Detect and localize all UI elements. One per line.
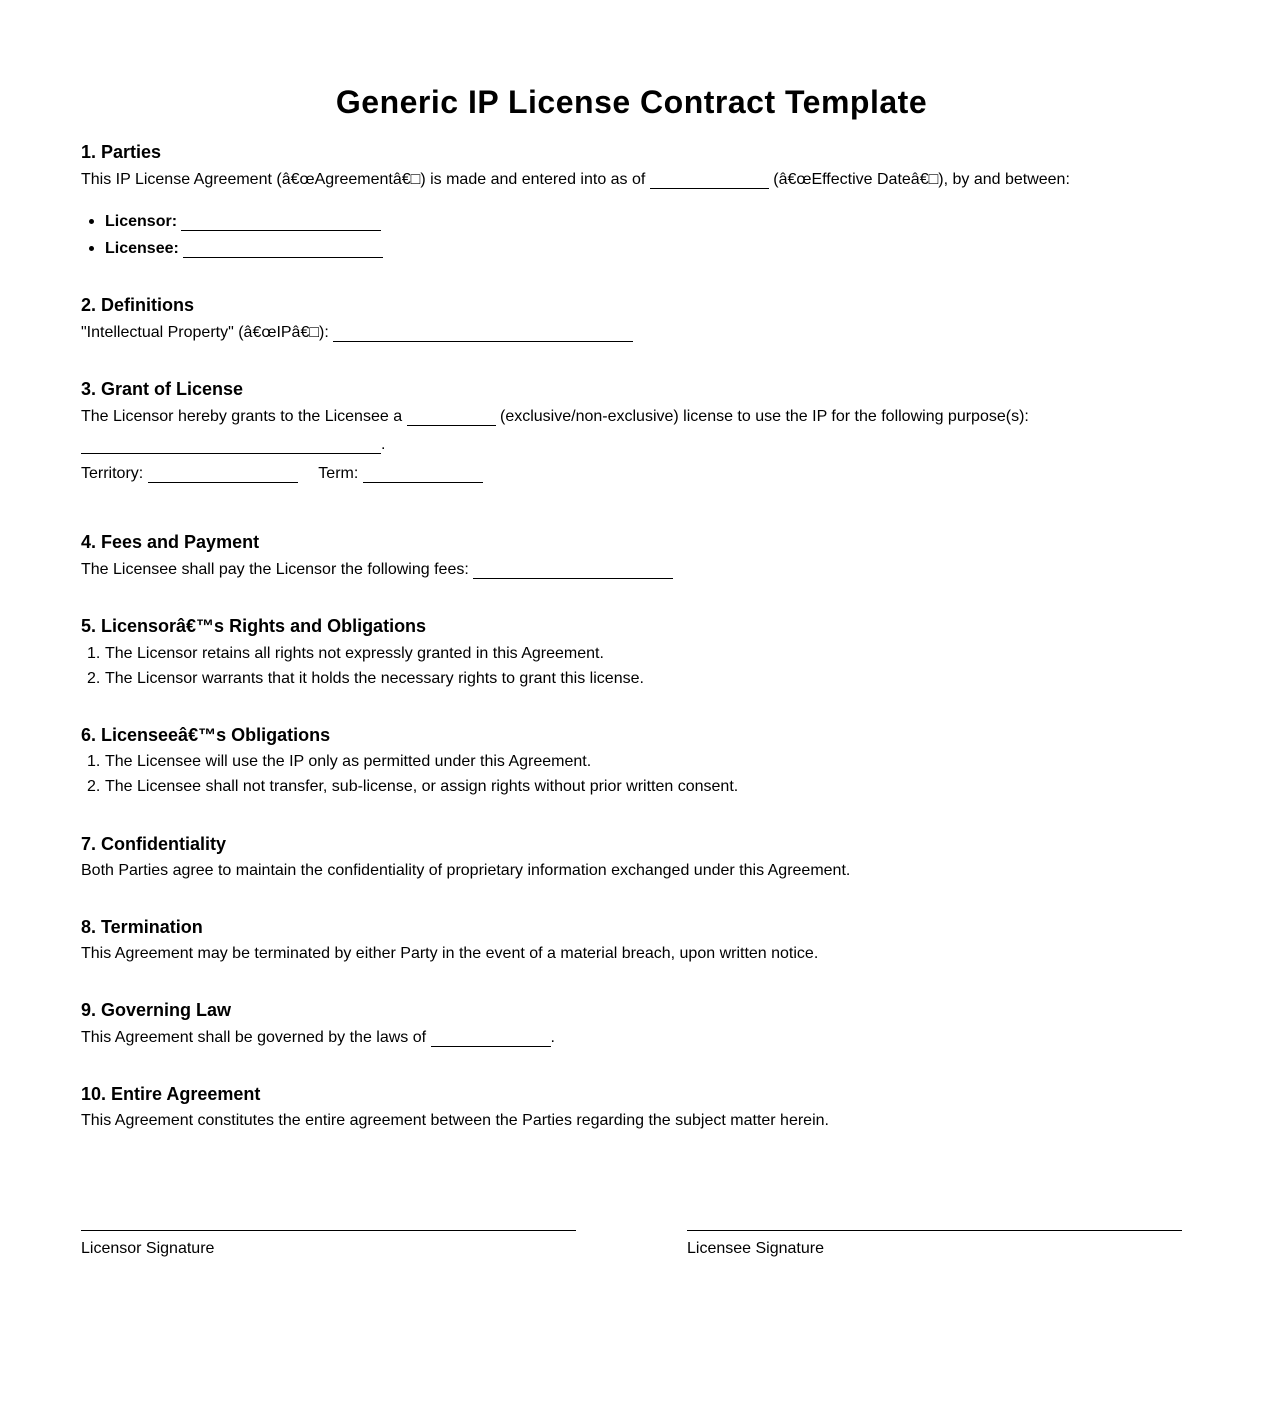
item-number: 2. — [87, 670, 101, 687]
purpose-period: . — [381, 436, 386, 453]
item-text: The Licensee shall not transfer, sub-license, or assign rights without prior written consent. — [105, 778, 739, 795]
fees-label: The Licensee shall pay the Licensor the following fees: — [81, 561, 469, 578]
section-licensee-obligations — [81, 724, 1182, 802]
ip-definition-label: "Intellectual Property" (â€œIPâ€□): — [81, 324, 329, 341]
term-field[interactable] — [363, 464, 483, 483]
list-item — [87, 752, 1182, 777]
purpose-line — [81, 435, 1182, 455]
territory-field[interactable] — [148, 464, 298, 483]
intro-text-before: This IP License Agreement (â€œAgreementâ€□) is made and entered into as of — [81, 171, 646, 188]
jurisdiction-field[interactable] — [431, 1028, 551, 1047]
section-heading: 4. Fees and Payment — [81, 532, 260, 552]
intro-text-after: (â€œEffective Dateâ€□), by and between: — [773, 171, 1070, 188]
item-text: The Licensee will use the IP only as permitted under this Agreement. — [105, 753, 592, 770]
license-type-field[interactable] — [407, 407, 496, 426]
territory-label: Territory: — [81, 465, 144, 482]
fees-text — [81, 560, 1182, 580]
licensor-name-field[interactable] — [181, 212, 381, 231]
licensor-signature-line[interactable] — [81, 1230, 576, 1231]
licensor-label: Licensor: — [105, 213, 178, 230]
confidentiality-text: Both Parties agree to maintain the confidentiality of proprietary information exchanged under this Agreement. — [81, 862, 851, 879]
purpose-field[interactable] — [81, 435, 381, 454]
governing-law-period: . — [550, 1029, 555, 1046]
section-heading: 7. Confidentiality — [81, 834, 227, 854]
licensor-signature-block — [81, 1230, 576, 1259]
governing-law-text — [81, 1028, 1182, 1048]
section-heading: 10. Entire Agreement — [81, 1084, 261, 1104]
licensor-rights-list — [81, 644, 1182, 694]
section-heading: 2. Definitions — [81, 295, 195, 315]
termination-text: This Agreement may be terminated by either Party in the event of a material breach, upon written notice. — [81, 945, 819, 962]
list-item-licensee — [105, 239, 1182, 266]
effective-date-field[interactable] — [650, 170, 769, 189]
section-heading: 6. Licenseeâ€™s Obligations — [81, 725, 331, 745]
section-licensor-rights — [81, 615, 1182, 694]
section-parties — [81, 141, 1182, 266]
licensor-signature-label: Licensor Signature — [81, 1240, 215, 1257]
item-number: 1. — [87, 645, 101, 662]
licensee-label: Licensee: — [105, 240, 179, 257]
territory-term-line — [81, 464, 1182, 484]
section-heading: 3. Grant of License — [81, 379, 244, 399]
grant-text — [81, 407, 1182, 427]
section-heading: 1. Parties — [81, 142, 162, 162]
licensee-signature-block — [687, 1230, 1182, 1259]
definition-ip — [81, 323, 1182, 343]
section-governing-law — [81, 999, 1182, 1048]
section-heading: 5. Licensorâ€™s Rights and Obligations — [81, 616, 427, 636]
item-number: 1. — [87, 753, 101, 770]
licensee-name-field[interactable] — [183, 239, 383, 258]
grant-text-before: The Licensor hereby grants to the Licensee a — [81, 408, 403, 425]
ip-definition-field[interactable] — [333, 323, 633, 342]
section-heading: 8. Termination — [81, 917, 203, 937]
term-label: Term: — [318, 465, 359, 482]
entire-agreement-text: This Agreement constitutes the entire agreement between the Parties regarding the subject matter herein. — [81, 1112, 829, 1129]
section-heading: 9. Governing Law — [81, 1000, 232, 1020]
licensee-obligations-list — [81, 752, 1182, 802]
list-item-licensor — [105, 212, 1182, 239]
section-definitions — [81, 294, 1182, 343]
parties-intro — [81, 170, 1182, 190]
item-text: The Licensor warrants that it holds the necessary rights to grant this license. — [105, 670, 644, 687]
document-title: Generic IP License Contract Template — [335, 84, 928, 120]
licensee-signature-label: Licensee Signature — [687, 1240, 824, 1257]
item-text: The Licensor retains all rights not expressly granted in this Agreement. — [105, 645, 604, 662]
list-item — [87, 777, 1182, 802]
parties-list — [81, 212, 1182, 266]
section-confidentiality — [81, 833, 1182, 881]
list-item — [87, 669, 1182, 694]
fees-field[interactable] — [473, 560, 673, 579]
grant-text-after: (exclusive/non-exclusive) license to use the IP for the following purpose(s): — [500, 408, 1029, 425]
list-item — [87, 644, 1182, 669]
licensee-signature-line[interactable] — [687, 1230, 1182, 1231]
section-fees-and-payment — [81, 531, 1182, 580]
governing-law-label: This Agreement shall be governed by the laws of — [81, 1029, 427, 1046]
section-grant-of-license — [81, 378, 1182, 484]
section-entire-agreement — [81, 1083, 1182, 1131]
item-number: 2. — [87, 778, 101, 795]
section-termination — [81, 916, 1182, 964]
